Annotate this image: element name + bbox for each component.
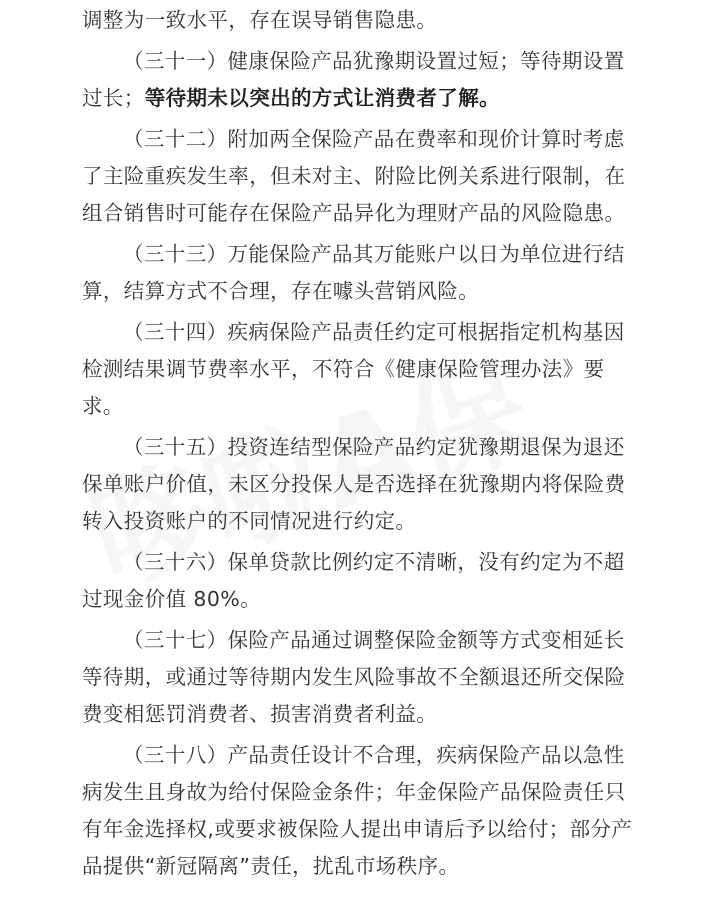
document-body [82,0,642,885]
paragraph-31 [82,43,642,117]
paragraph-36: （三十六）保单贷款比例约定不清晰，没有约定为不超过现金价值 80%。 [82,550,625,611]
paragraph-34: （三十四）疾病保险产品责任约定可根据指定机构基因检测结果调节费率水平，不符合《健康保险管理办法》要求。 [82,320,625,418]
paragraph-continuation: 调整为一致水平，存在误导销售隐患。 [82,8,438,32]
paragraph-35: （三十五）投资连结型保险产品约定犹豫期退保为退还保单账户价值，未区分投保人是否选择在犹豫期内将保险费转入投资账户的不同情况进行约定。 [82,435,626,533]
paragraph-37: （三十七）保险产品通过调整保险金额等方式变相延长等待期，或通过等待期内发生风险事故不全额退还所交保险费变相惩罚消费者、损害消费者利益。 [82,628,626,726]
paragraph-31-bold: 等待期未以突出的方式让消费者了解。 [144,86,501,110]
paragraph-33: （三十三）万能保险产品其万能账户以日为单位进行结算，结算方式不合理，存在噱头营销风险。 [82,242,625,303]
paragraph-38: （三十八）产品责任设计不合理，疾病保险产品以急性病发生且身故为给付保险金条件；年金保险产品保险责任只有年金选择权,或要求被保险人提出申请后予以给付；部分产品提供“新冠隔离”责任，扰乱市场秩序。 [82,743,633,878]
paragraph-32: （三十二）附加两全保险产品在费率和现价计算时考虑了主险重疾发生率，但未对主、附险比例关系进行限制，在组合销售时可能存在保险产品异化为理财产品的风险隐患。 [82,127,626,225]
paragraph-31-text: （三十一）健康保险产品犹豫期设置过短；等待期设置过长； [82,49,625,110]
